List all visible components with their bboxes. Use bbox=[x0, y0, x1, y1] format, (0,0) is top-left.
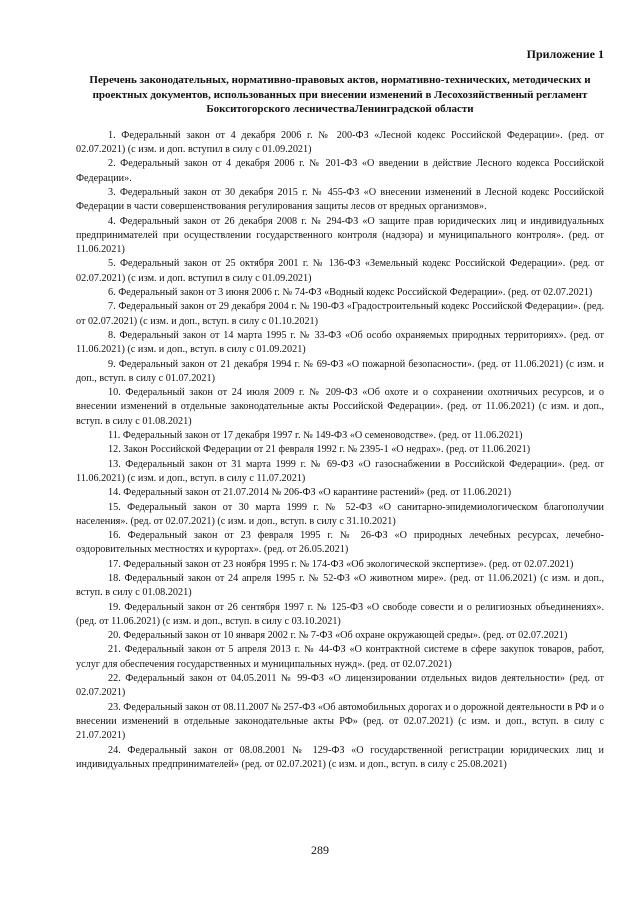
list-item: 11. Федеральный закон от 17 декабря 1997 г. № 149-ФЗ «О семеноводстве». (ред. от 11.06.2021) bbox=[108, 430, 523, 442]
list-item: 21. Федеральный закон от 5 апреля 2013 г. № 44-ФЗ «О контрактной системе в сфере закупок товаров, работ, услуг для обеспечения государственных и муниципальных нужд». (ред. от 02.07.2021) bbox=[76, 644, 604, 670]
list-item: 6. Федеральный закон от 3 июня 2006 г. № 74-ФЗ «Водный кодекс Российской Федерации». (ред. от 02.07.2021) bbox=[108, 287, 593, 299]
list-item: 13. Федеральный закон от 31 марта 1999 г. № 69-ФЗ «О газоснабжении в Российской Федерации». (ред. от 11.06.2021) (с изм. и доп., вступ. в силу с 11.07.2021) bbox=[76, 458, 604, 484]
list-item: 17. Федеральный закон от 23 ноября 1995 г. № 174-ФЗ «Об экологической экспертизе». (ред. от 02.07.2021) bbox=[108, 558, 574, 570]
page-number: 289 bbox=[311, 843, 329, 857]
document-title: Перечень законодательных, нормативно-правовых актов, нормативно-технических, методических и проектных документов, использованных при внесении изменений в Лесохозяйственный регламент Бокситогорского лесничестваЛенинградской области bbox=[89, 74, 591, 116]
list-item: 15. Федеральный закон от 30 марта 1999 г. № 52-ФЗ «О санитарно-эпидемиологическом благополучии населения». (ред. от 02.07.2021) (с изм. и доп., вступ. в силу с 31.10.2021) bbox=[76, 501, 604, 527]
list-item: 16. Федеральный закон от 23 февраля 1995 г. № 26-ФЗ «О природных лечебных ресурсах, лечебно-оздоровительных местностях и курортах». (ред. от 26.05.2021) bbox=[76, 530, 604, 556]
appendix-label: Приложение 1 bbox=[526, 47, 604, 61]
document-page bbox=[76, 47, 604, 772]
list-item: 24. Федеральный закон от 08.08.2001 № 129-ФЗ «О государственной регистрации юридических лиц и индивидуальных предпринимателей» (ред. от 02.07.2021) (с изм. и доп., вступ. в силу с 25.08.2021) bbox=[76, 744, 604, 770]
list-item: 20. Федеральный закон от 10 января 2002 г. № 7-ФЗ «Об охране окружающей среды». (ред. от 02.07.2021) bbox=[108, 630, 568, 642]
list-item: 5. Федеральный закон от 25 октября 2001 г. № 136-ФЗ «Земельный кодекс Российской Федерации». (ред. от 02.07.2021) (с изм. и доп. вступил в силу с 01.09.2021) bbox=[76, 258, 604, 284]
list-item: 23. Федеральный закон от 08.11.2007 № 257-ФЗ «Об автомобильных дорогах и о дорожной деятельности в РФ и о внесении изменений в отдельные законодательные акты РФ» (ред. от 02.07.2021) (с изм. и доп., вступ. в силу с 21.07.2021) bbox=[76, 701, 604, 742]
list-item: 14. Федеральный закон от 21.07.2014 № 206-ФЗ «О карантине растений» (ред. от 11.06.2021) bbox=[108, 487, 512, 499]
list-item: 8. Федеральный закон от 14 марта 1995 г. № 33-ФЗ «Об особо охраняемых природных территориях». (ред. от 11.06.2021) (с изм. и доп., вступ. в силу с 01.09.2021) bbox=[76, 329, 604, 356]
list-item: 22. Федеральный закон от 04.05.2011 № 99-ФЗ «О лицензировании отдельных видов деятельности» (ред. от 02.07.2021) bbox=[76, 673, 604, 699]
list-item: 2. Федеральный закон от 4 декабря 2006 г. № 201-ФЗ «О введении в действие Лесного кодекса Российской Федерации». bbox=[76, 158, 604, 184]
list-item: 4. Федеральный закон от 26 декабря 2008 г. № 294-ФЗ «О защите прав юридических лиц и индивидуальных предпринимателей при осуществлении государственного контроля (надзора) и муниципального контроля». (ред. от 11.06.2021) bbox=[76, 215, 604, 256]
legal-acts-list bbox=[76, 129, 604, 772]
list-item: 7. Федеральный закон от 29 декабря 2004 г. № 190-ФЗ «Градостроительный кодекс Российской Федерации». (ред. от 02.07.2021) (с изм. и доп., вступ. в силу с 01.10.2021) bbox=[76, 301, 604, 327]
list-item: 9. Федеральный закон от 21 декабря 1994 г. № 69-ФЗ «О пожарной безопасности». (ред. от 11.06.2021) (с изм. и доп., вступ. в силу с 01.07.2021) bbox=[76, 358, 604, 384]
list-item: 18. Федеральный закон от 24 апреля 1995 г. № 52-ФЗ «О животном мире». (ред. от 11.06.2021) (с изм. и доп., вступ. в силу с 01.08.2021) bbox=[76, 573, 604, 599]
list-item: 12. Закон Российской Федерации от 21 февраля 1992 г. № 2395-1 «О недрах». (ред. от 11.06.2021) bbox=[108, 444, 531, 456]
list-item: 19. Федеральный закон от 26 сентября 1997 г. № 125-ФЗ «О свободе совести и о религиозных объединениях». (ред. от 11.06.2021) (с изм. и доп., вступ. в силу с 03.10.2021) bbox=[76, 601, 604, 627]
list-item: 10. Федеральный закон от 24 июля 2009 г. № 209-ФЗ «Об охоте и о сохранении охотничьих ресурсов, и о внесении изменений в отдельные законодательные акты Российской Федерации». (ред. от 11.06.2021) (с изм. и доп., вступ. в силу с 01.08.2021) bbox=[76, 387, 604, 427]
list-item: 3. Федеральный закон от 30 декабря 2015 г. № 455-ФЗ «О внесении изменений в Лесной кодекс Российской Федерации в части совершенствования регулирования защиты лесов от вредных организмов». bbox=[76, 186, 604, 213]
list-item: 1. Федеральный закон от 4 декабря 2006 г. № 200-ФЗ «Лесной кодекс Российской Федерации». (ред. от 02.07.2021) (с изм. и доп. вступил в силу с 01.09.2021) bbox=[76, 129, 604, 156]
